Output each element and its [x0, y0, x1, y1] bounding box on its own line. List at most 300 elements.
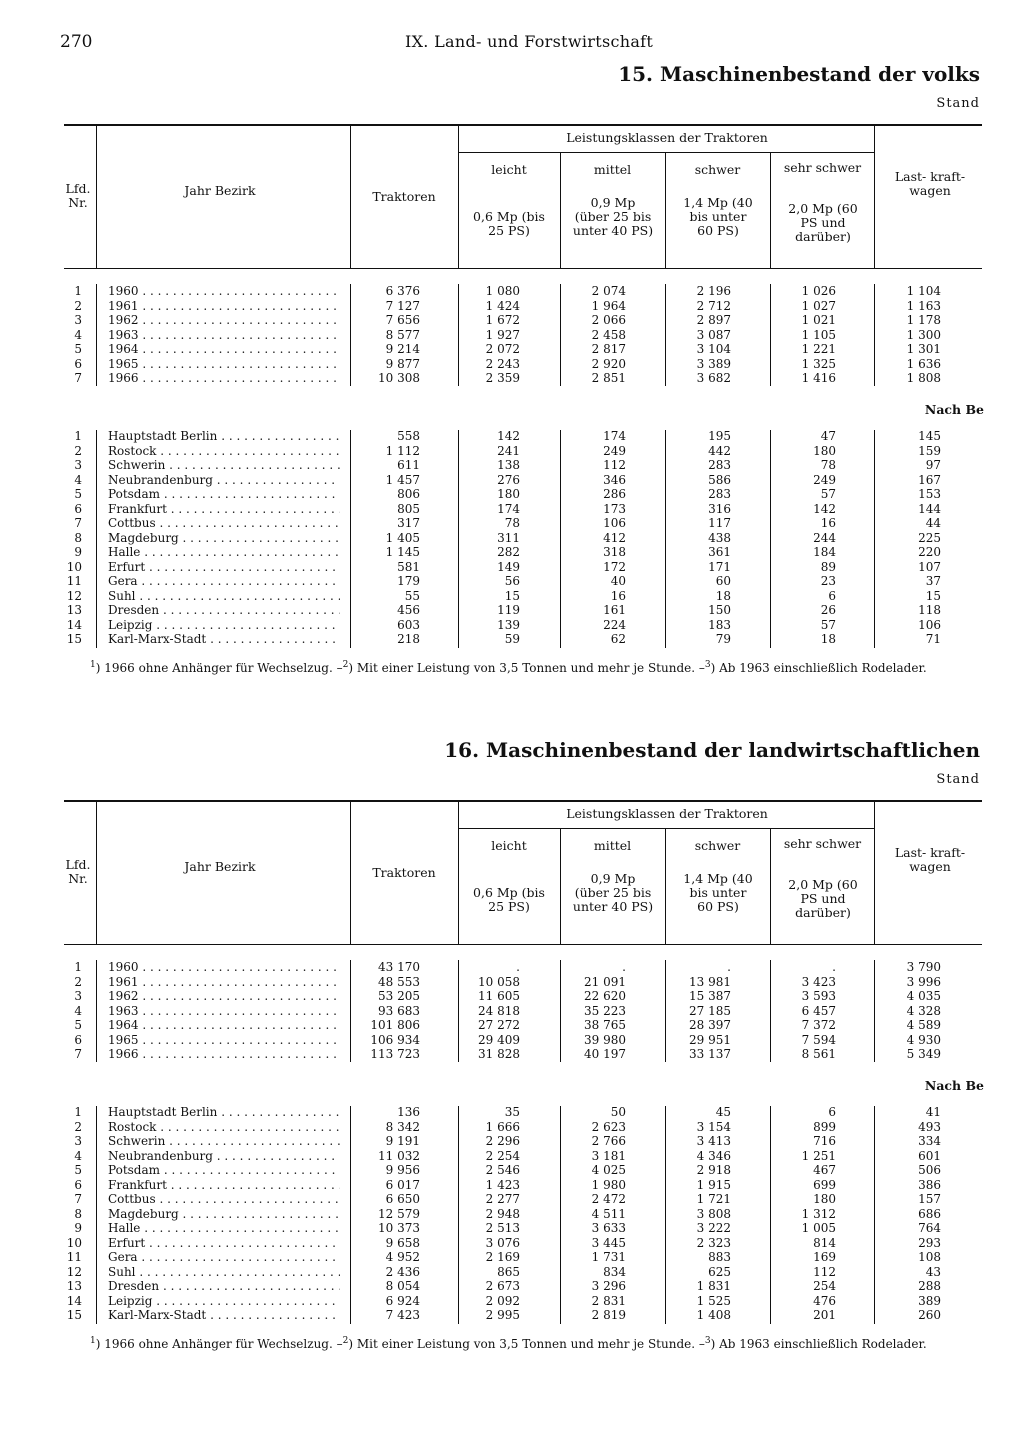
cell-sehr-schwer: 899 [813, 1119, 836, 1134]
cell-lastkraftwagen: 334 [918, 1134, 941, 1148]
cell-lfd-nr: 13 [66, 1279, 82, 1293]
cell-schwer: 316 [708, 501, 731, 516]
cell-traktoren: 4 952 [385, 1250, 420, 1264]
cell-leicht: 2 546 [485, 1163, 520, 1177]
header-lastkraftwagen: Last- kraft- wagen [894, 845, 966, 874]
cell-sehr-schwer: 1 021 [801, 313, 836, 327]
cell-label: 1966 . . . [108, 1047, 340, 1062]
cell-mittel: 106 [603, 516, 626, 530]
cell-traktoren: 53 205 [378, 989, 420, 1003]
cell-traktoren: 106 934 [370, 1032, 420, 1047]
cell-traktoren: 10 308 [378, 371, 420, 385]
cell-label: Erfurt . . . [108, 1236, 340, 1251]
cell-mittel: 62 [610, 632, 626, 646]
table-row [0, 989, 1024, 1004]
cell-lastkraftwagen: 15 [925, 588, 941, 603]
cell-mittel: 2 920 [591, 356, 626, 371]
cell-lfd-nr: 8 [74, 530, 82, 545]
cell-lastkraftwagen: 1 301 [906, 342, 941, 356]
cell-lastkraftwagen: 106 [918, 617, 941, 632]
cell-mittel: 16 [610, 588, 626, 603]
cell-sehr-schwer: 16 [820, 516, 836, 530]
cell-sehr-schwer: 3 593 [801, 989, 836, 1003]
footnote-text: ) Ab 1963 einschließlich Rodelader. [710, 661, 927, 675]
cell-mittel: 21 091 [584, 974, 626, 989]
cell-lfd-nr: 7 [74, 1047, 82, 1061]
cell-traktoren: 806 [397, 487, 420, 501]
vrule-schwer-head [770, 152, 771, 268]
cell-leicht: 2 092 [485, 1293, 520, 1308]
cell-schwer: 29 951 [689, 1032, 731, 1047]
cell-lastkraftwagen: 157 [918, 1192, 941, 1206]
table-row [0, 589, 1024, 604]
cell-lfd-nr: 13 [66, 603, 82, 617]
footnote-text: ) Mit einer Leistung von 3,5 Tonnen und mehr je Stunde. – [348, 661, 705, 675]
cell-traktoren: 9 956 [385, 1163, 420, 1177]
cell-mittel: 4 025 [591, 1163, 626, 1177]
table-row [0, 574, 1024, 589]
cell-schwer: 3 222 [696, 1221, 731, 1235]
cell-label: Magdeburg . . . [108, 531, 340, 546]
cell-mittel: 2 472 [591, 1192, 626, 1206]
cell-traktoren: 136 [397, 1105, 420, 1119]
cell-mittel: 3 296 [591, 1279, 626, 1293]
cell-leicht: 174 [497, 501, 520, 516]
cell-mittel: 2 074 [591, 284, 626, 298]
header-leicht-sub: 0,6 Mp (bis 25 PS) [473, 885, 545, 914]
cell-leicht: 2 072 [485, 342, 520, 356]
header-sehr-schwer: sehr schwer [783, 160, 862, 175]
cell-sehr-schwer: 716 [813, 1134, 836, 1148]
cell-label: 1963 . . . [108, 1004, 340, 1019]
cell-traktoren: 218 [397, 632, 420, 646]
cell-lfd-nr: 8 [74, 1206, 82, 1221]
cell-lastkraftwagen: 97 [925, 458, 941, 472]
header-mittel: mittel [593, 838, 632, 853]
cell-lfd-nr: 6 [74, 1032, 82, 1047]
footnote-text: ) 1966 ohne Anhänger für Wechselzug. – [95, 661, 343, 675]
cell-leicht: 180 [497, 487, 520, 501]
cell-lfd-nr: 1 [74, 429, 82, 443]
cell-mittel: 2 819 [591, 1308, 626, 1322]
cell-label: Neubrandenburg . . . [108, 1149, 340, 1164]
header-lastkraftwagen: Last- kraft- wagen [894, 169, 966, 198]
cell-lfd-nr: 11 [66, 1250, 82, 1264]
vrule-lfd-head [96, 124, 97, 268]
cell-leicht: 2 296 [485, 1134, 520, 1148]
header-mittel-sub: 0,9 Mp (über 25 bis unter 40 PS) [572, 871, 654, 914]
cell-label: 1964 . . . [108, 342, 340, 357]
vrule-traktoren-head [458, 800, 459, 944]
cell-traktoren: 113 723 [370, 1047, 420, 1061]
table-row [0, 357, 1024, 372]
cell-label: Dresden . . . [108, 1279, 340, 1294]
cell-lfd-nr: 4 [74, 1148, 82, 1163]
cell-mittel: 35 223 [584, 1003, 626, 1018]
cell-traktoren: 11 032 [378, 1148, 420, 1163]
cell-label: Schwerin . . . [108, 458, 340, 473]
cell-lastkraftwagen: 1 104 [906, 284, 941, 298]
vrule-jahr-head [350, 800, 351, 944]
header-schwer-sub: 1,4 Mp (40 bis unter 60 PS) [683, 871, 753, 914]
vrule-mittel-head [665, 828, 666, 944]
cell-schwer: 171 [708, 559, 731, 574]
cell-mittel: 22 620 [584, 989, 626, 1003]
cell-traktoren: 611 [397, 458, 420, 472]
cell-traktoren: 1 145 [385, 545, 420, 559]
table-row [0, 1207, 1024, 1222]
cell-sehr-schwer: 142 [813, 501, 836, 516]
header-lfd-nr: Lfd. Nr. [65, 857, 91, 886]
header-jahr-bezirk: Jahr Bezirk [184, 183, 256, 198]
cell-lfd-nr: 7 [74, 1192, 82, 1206]
cell-schwer: . [727, 960, 731, 974]
cell-lastkraftwagen: 1 300 [906, 327, 941, 342]
cell-lfd-nr: 5 [74, 1018, 82, 1032]
cell-traktoren: 8 054 [385, 1279, 420, 1293]
cell-lfd-nr: 14 [66, 617, 82, 632]
header-lfd-nr: Lfd. Nr. [65, 181, 91, 210]
cell-schwer: 1 408 [696, 1308, 731, 1322]
header-mittel: mittel [593, 162, 632, 177]
cell-label: Suhl . . . [108, 1265, 340, 1280]
cell-mittel: 174 [603, 429, 626, 443]
cell-traktoren: 9 214 [385, 342, 420, 356]
leistungsklassen-rule [458, 152, 874, 153]
cell-lastkraftwagen: 145 [918, 429, 941, 443]
cell-lastkraftwagen: 41 [925, 1105, 941, 1119]
cell-label: 1961 . . . [108, 975, 340, 990]
header-traktoren: Traktoren [372, 865, 436, 880]
table-row [0, 342, 1024, 357]
cell-sehr-schwer: 254 [813, 1279, 836, 1293]
cell-lfd-nr: 3 [74, 1134, 82, 1148]
cell-schwer: 1 721 [696, 1192, 731, 1206]
cell-schwer: 3 389 [696, 356, 731, 371]
cell-lfd-nr: 2 [74, 443, 82, 458]
footnote [90, 660, 927, 675]
cell-schwer: 883 [708, 1250, 731, 1264]
cell-lastkraftwagen: 144 [918, 501, 941, 516]
cell-label: Halle . . . [108, 545, 340, 560]
cell-mittel: 1 964 [591, 298, 626, 313]
cell-leicht: 31 828 [478, 1047, 520, 1061]
header-leicht-sub: 0,6 Mp (bis 25 PS) [473, 209, 545, 238]
cell-leicht: 24 818 [478, 1003, 520, 1018]
cell-lfd-nr: 3 [74, 458, 82, 472]
cell-lastkraftwagen: 4 328 [906, 1003, 941, 1018]
cell-leicht: 2 359 [485, 371, 520, 385]
cell-lfd-nr: 6 [74, 1177, 82, 1192]
cell-schwer: 15 387 [689, 989, 731, 1003]
cell-lastkraftwagen: 43 [925, 1264, 941, 1279]
table-row [0, 1018, 1024, 1033]
cell-label: Karl-Marx-Stadt . . . [108, 1308, 340, 1323]
cell-traktoren: 6 924 [385, 1293, 420, 1308]
cell-label: Hauptstadt Berlin . . . [108, 1105, 340, 1120]
footnote-text: ) Mit einer Leistung von 3,5 Tonnen und mehr je Stunde. – [348, 1337, 705, 1351]
cell-schwer: 195 [708, 429, 731, 443]
cell-leicht: 2 948 [485, 1206, 520, 1221]
cell-mittel: 346 [603, 472, 626, 487]
cell-label: Cottbus . . . [108, 1192, 340, 1207]
cell-leicht: 1 080 [485, 284, 520, 298]
cell-sehr-schwer: 699 [813, 1177, 836, 1192]
cell-mittel: 3 633 [591, 1221, 626, 1235]
cell-lastkraftwagen: 601 [918, 1148, 941, 1163]
section-label-nach-bezirken: Nach Be [924, 402, 984, 417]
cell-schwer: 13 981 [689, 974, 731, 989]
table-row [0, 328, 1024, 343]
vrule-leicht-head [560, 828, 561, 944]
cell-mittel: 2 066 [591, 313, 626, 327]
cell-lastkraftwagen: 225 [918, 530, 941, 545]
cell-mittel: 161 [603, 603, 626, 617]
vrule-jahr-head [350, 124, 351, 268]
cell-traktoren: 93 683 [378, 1003, 420, 1018]
cell-label: Leipzig . . . [108, 1294, 340, 1309]
cell-lastkraftwagen: 71 [925, 632, 941, 646]
cell-mittel: 1 731 [591, 1250, 626, 1264]
cell-lastkraftwagen: 44 [925, 516, 941, 530]
cell-schwer: 4 346 [696, 1148, 731, 1163]
cell-label: Cottbus . . . [108, 516, 340, 531]
cell-lastkraftwagen: 764 [918, 1221, 941, 1235]
header-schwer-sub: 1,4 Mp (40 bis unter 60 PS) [683, 195, 753, 238]
cell-schwer: 2 918 [696, 1163, 731, 1177]
cell-label: 1966 . . . [108, 371, 340, 386]
vrule-schwer-head [770, 828, 771, 944]
cell-lfd-nr: 5 [74, 487, 82, 501]
cell-lfd-nr: 12 [66, 1264, 82, 1279]
cell-lastkraftwagen: 293 [918, 1235, 941, 1250]
cell-leicht: 1 927 [485, 327, 520, 342]
cell-lfd-nr: 4 [74, 1003, 82, 1018]
cell-traktoren: 6 376 [385, 284, 420, 298]
cell-traktoren: 55 [404, 588, 420, 603]
cell-schwer: 3 682 [696, 371, 731, 385]
cell-lastkraftwagen: 5 349 [906, 1047, 941, 1061]
header-schwer: schwer [694, 838, 741, 853]
cell-label: Suhl . . . [108, 589, 340, 604]
cell-mittel: 224 [603, 617, 626, 632]
cell-traktoren: 805 [397, 501, 420, 516]
cell-schwer: 3 154 [696, 1119, 731, 1134]
vrule-mittel-head [665, 152, 666, 268]
cell-traktoren: 6 650 [385, 1192, 420, 1206]
table-row [0, 1250, 1024, 1265]
cell-lastkraftwagen: 260 [918, 1308, 941, 1322]
cell-traktoren: 456 [397, 603, 420, 617]
cell-lfd-nr: 4 [74, 327, 82, 342]
cell-label: Dresden . . . [108, 603, 340, 618]
table-row [0, 1149, 1024, 1164]
cell-leicht: 11 605 [478, 989, 520, 1003]
cell-label: 1965 . . . [108, 1033, 340, 1048]
cell-label: 1962 . . . [108, 313, 340, 328]
table-row [0, 545, 1024, 560]
header-sehr-schwer-sub: 2,0 Mp (60 PS und darüber) [788, 201, 858, 244]
cell-mittel: 2 851 [591, 371, 626, 385]
leistungsklassen-rule [458, 828, 874, 829]
cell-sehr-schwer: 78 [820, 458, 836, 472]
cell-lfd-nr: 1 [74, 960, 82, 974]
cell-label: Potsdam . . . [108, 1163, 340, 1178]
table-row [0, 618, 1024, 633]
cell-schwer: 1 831 [696, 1279, 731, 1293]
cell-leicht: 142 [497, 429, 520, 443]
cell-sehr-schwer: 57 [820, 487, 836, 501]
cell-traktoren: 9 191 [385, 1134, 420, 1148]
table-row [0, 632, 1024, 647]
table-row [0, 1120, 1024, 1135]
table-row [0, 299, 1024, 314]
cell-mittel: 318 [603, 545, 626, 559]
cell-sehr-schwer: 112 [813, 1264, 836, 1279]
cell-lastkraftwagen: 386 [918, 1177, 941, 1192]
cell-sehr-schwer: 6 [828, 1105, 836, 1119]
cell-schwer: 27 185 [689, 1003, 731, 1018]
cell-leicht: 1 423 [485, 1177, 520, 1192]
cell-label: Gera . . . [108, 1250, 340, 1265]
cell-sehr-schwer: 1 312 [801, 1206, 836, 1221]
cell-traktoren: 8 342 [385, 1119, 420, 1134]
table-row [0, 502, 1024, 517]
cell-schwer: 3 808 [696, 1206, 731, 1221]
cell-traktoren: 581 [397, 559, 420, 574]
footnote-marker: 2 [342, 1336, 349, 1346]
table-row [0, 313, 1024, 328]
cell-leicht: 2 513 [485, 1221, 520, 1235]
cell-traktoren: 10 373 [378, 1221, 420, 1235]
table-row [0, 1279, 1024, 1294]
cell-leicht: 241 [497, 443, 520, 458]
cell-leicht: 311 [497, 530, 520, 545]
vrule-lastkraftwagen-head [874, 124, 875, 268]
cell-label: Neubrandenburg . . . [108, 473, 340, 488]
cell-sehr-schwer: 184 [813, 545, 836, 559]
cell-label: 1960 . . . [108, 284, 340, 299]
cell-sehr-schwer: 89 [820, 559, 836, 574]
cell-leicht: 56 [504, 574, 520, 588]
table-row [0, 444, 1024, 459]
cell-sehr-schwer: 6 [828, 588, 836, 603]
cell-mittel: 1 980 [591, 1177, 626, 1192]
cell-mittel: 2 623 [591, 1119, 626, 1134]
cell-label: Rostock . . . [108, 444, 340, 459]
cell-lfd-nr: 15 [66, 632, 82, 646]
cell-traktoren: 7 656 [385, 313, 420, 327]
header-jahr-bezirk: Jahr Bezirk [184, 859, 256, 874]
cell-traktoren: 603 [397, 617, 420, 632]
cell-lastkraftwagen: 1 636 [906, 356, 941, 371]
cell-sehr-schwer: 1 416 [801, 371, 836, 385]
cell-mittel: 3 445 [591, 1235, 626, 1250]
cell-schwer: 60 [715, 574, 731, 588]
cell-lfd-nr: 5 [74, 342, 82, 356]
cell-traktoren: 558 [397, 429, 420, 443]
cell-lastkraftwagen: 4 035 [906, 989, 941, 1003]
cell-mittel: 40 197 [584, 1047, 626, 1061]
cell-leicht: 139 [497, 617, 520, 632]
header-leicht: leicht [491, 162, 527, 177]
cell-mittel: 834 [603, 1264, 626, 1279]
cell-traktoren: 9 658 [385, 1235, 420, 1250]
cell-lfd-nr: 14 [66, 1293, 82, 1308]
cell-mittel: 173 [603, 501, 626, 516]
footnote [90, 1336, 927, 1351]
cell-sehr-schwer: 57 [820, 617, 836, 632]
cell-sehr-schwer: 7 594 [801, 1032, 836, 1047]
cell-sehr-schwer: 1 325 [801, 356, 836, 371]
cell-leicht: 1 666 [485, 1119, 520, 1134]
cell-sehr-schwer: 1 005 [801, 1221, 836, 1235]
table-row [0, 1004, 1024, 1019]
cell-leicht: 865 [497, 1264, 520, 1279]
cell-label: 1963 . . . [108, 328, 340, 343]
cell-label: Rostock . . . [108, 1120, 340, 1135]
footnote-text: ) 1966 ohne Anhänger für Wechselzug. – [95, 1337, 343, 1351]
running-head: IX. Land- und Forstwirtschaft [405, 32, 654, 51]
cell-sehr-schwer: 8 561 [801, 1047, 836, 1061]
footnote-marker: 2 [342, 660, 349, 670]
cell-lfd-nr: 2 [74, 974, 82, 989]
cell-mittel: 2 458 [591, 327, 626, 342]
cell-leicht: 3 076 [485, 1235, 520, 1250]
table-row [0, 1308, 1024, 1323]
cell-mittel: 112 [603, 458, 626, 472]
cell-traktoren: 1 457 [385, 472, 420, 487]
cell-lastkraftwagen: 4 589 [906, 1018, 941, 1032]
header-bottom-rule [64, 944, 982, 945]
page-number: 270 [60, 32, 93, 52]
cell-mittel: . [622, 960, 626, 974]
cell-traktoren: 179 [397, 574, 420, 588]
cell-label: 1965 . . . [108, 357, 340, 372]
cell-leicht: 2 243 [485, 356, 520, 371]
cell-sehr-schwer: 1 105 [801, 327, 836, 342]
cell-lfd-nr: 1 [74, 1105, 82, 1119]
cell-sehr-schwer: 244 [813, 530, 836, 545]
cell-lfd-nr: 5 [74, 1163, 82, 1177]
cell-label: Frankfurt . . . [108, 1178, 340, 1193]
cell-mittel: 39 980 [584, 1032, 626, 1047]
cell-traktoren: 2 436 [385, 1264, 420, 1279]
cell-lfd-nr: 6 [74, 356, 82, 371]
cell-leicht: 138 [497, 458, 520, 472]
table-row [0, 1221, 1024, 1236]
cell-mittel: 249 [603, 443, 626, 458]
cell-lfd-nr: 11 [66, 574, 82, 588]
cell-lfd-nr: 3 [74, 313, 82, 327]
cell-schwer: 438 [708, 530, 731, 545]
cell-label: Halle . . . [108, 1221, 340, 1236]
cell-label: 1960 . . . [108, 960, 340, 975]
cell-lastkraftwagen: 4 930 [906, 1032, 941, 1047]
cell-traktoren: 48 553 [378, 974, 420, 989]
table-top-rule [64, 800, 982, 802]
cell-schwer: 3 087 [696, 327, 731, 342]
header-bottom-rule [64, 268, 982, 269]
cell-label: Karl-Marx-Stadt . . . [108, 632, 340, 647]
cell-schwer: 442 [708, 443, 731, 458]
cell-leicht: 1 672 [485, 313, 520, 327]
cell-leicht: 27 272 [478, 1018, 520, 1032]
cell-traktoren: 12 579 [378, 1206, 420, 1221]
cell-sehr-schwer: 249 [813, 472, 836, 487]
cell-label: Hauptstadt Berlin . . . [108, 429, 340, 444]
cell-mittel: 2 831 [591, 1293, 626, 1308]
